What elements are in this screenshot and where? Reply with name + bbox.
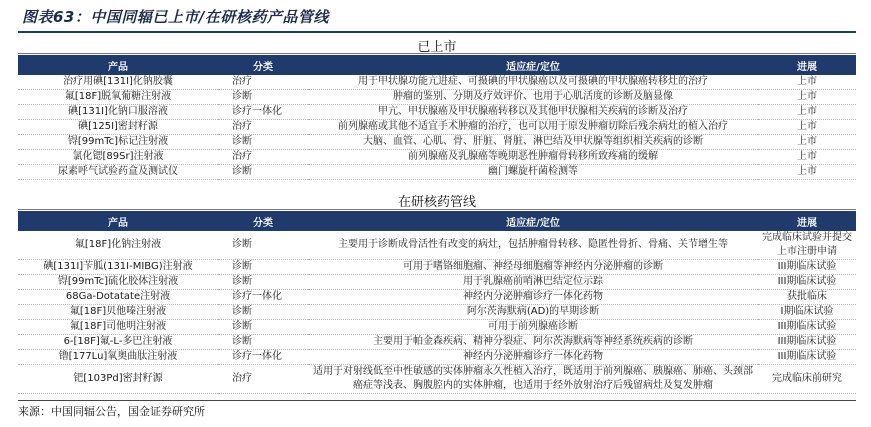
table-row — [18, 320, 856, 335]
indication-cell: 适用于对射线低至中性敏感的实体肿瘤永久性植入治疗，既适用于前列腺癌、胰腺癌、肺癌、头颈部癌症等浅表、胸腹腔内的实体肿瘤，也适用于经外放射治疗后残留病灶及复发肿瘤 — [308, 365, 758, 394]
indication-cell: 肿瘤的鉴别、分期及疗效评价、也用于心肌活度的诊断及脑显像 — [308, 90, 758, 105]
indication-cell: 可用于前列腺癌诊断 — [308, 320, 758, 335]
pipeline-products-table — [18, 211, 856, 394]
indication-cell: 幽门螺旋杆菌检测等 — [308, 165, 758, 180]
figure-title: 图表63：中国同辐已上市/在研核药产品管线 — [22, 8, 329, 26]
progress-cell: 上市 — [758, 135, 856, 150]
table-row — [18, 350, 856, 365]
progress-cell: III期临床试验 — [758, 335, 856, 350]
product-cell: 氯化锶[89Sr]注射液 — [18, 150, 218, 165]
product-cell: 碘[131I]化钠口服溶液 — [18, 105, 218, 120]
bottom-rule — [18, 400, 856, 401]
col-header-indication: 适应症/定位 — [308, 211, 758, 231]
indication-cell: 神经内分泌肿瘤诊疗一体化药物 — [308, 350, 758, 365]
product-cell: 锝[99mTc]硫化胶体注射液 — [18, 275, 218, 290]
product-cell: 钯[103Pd]密封籽源 — [18, 365, 218, 394]
table-row — [18, 150, 856, 165]
table-row — [18, 365, 856, 394]
category-cell: 诊疗一体化 — [218, 290, 308, 305]
indication-cell: 用于甲状腺功能亢进症、可摄碘的甲状腺癌以及可摄碘的甲状腺癌转移灶的治疗 — [308, 75, 758, 90]
table-row — [18, 75, 856, 90]
progress-cell: 上市 — [758, 120, 856, 135]
progress-cell: 上市 — [758, 105, 856, 120]
indication-cell: 大脑、血管、心肌、骨、肝脏、肾脏、淋巴结及甲状腺等组织相关疾病的诊断 — [308, 135, 758, 150]
indication-cell: 主要用于帕金森疾病、精神分裂症、阿尔茨海默病等神经系统疾病的诊断 — [308, 335, 758, 350]
indication-cell: 阿尔茨海默病(AD)的早期诊断 — [308, 305, 758, 320]
table-row — [18, 335, 856, 350]
category-cell: 治疗 — [218, 365, 308, 394]
table-row — [18, 275, 856, 290]
progress-cell: 上市 — [758, 90, 856, 105]
table-row — [18, 120, 856, 135]
indication-cell: 神经内分泌肿瘤诊疗一体化药物 — [308, 290, 758, 305]
category-cell: 治疗 — [218, 120, 308, 135]
section-title-marketed: 已上市 — [417, 40, 457, 55]
indication-cell: 前列腺癌或其他不适宜手术肿瘤的治疗，也可以用于原发肿瘤切除后残余病灶的植入治疗 — [308, 120, 758, 135]
table-row — [18, 165, 856, 180]
table-row — [18, 90, 856, 105]
category-cell: 诊断 — [218, 165, 308, 180]
table-header-row — [18, 211, 856, 231]
product-cell: 氟[18F]化钠注射液 — [18, 231, 218, 260]
indication-cell: 前列腺癌及乳腺癌等晚期恶性肿瘤骨转移所致疼痛的缓解 — [308, 150, 758, 165]
section-divider — [18, 53, 856, 54]
section-divider — [18, 209, 856, 210]
progress-cell: 完成临床前研究 — [758, 365, 856, 394]
progress-cell: 上市 — [758, 75, 856, 90]
product-cell: 碘[131I]苄胍(131I-MIBG)注射液 — [18, 260, 218, 275]
category-cell: 诊疗一体化 — [218, 350, 308, 365]
col-header-product: 产品 — [18, 211, 218, 231]
category-cell: 治疗 — [218, 75, 308, 90]
indication-cell: 可用于嗜铬细胞瘤、神经母细胞瘤等神经内分泌肿瘤的诊断 — [308, 260, 758, 275]
product-cell: 6-[18F]氟-L-多巴注射液 — [18, 335, 218, 350]
category-cell: 治疗 — [218, 150, 308, 165]
category-cell: 诊断 — [218, 135, 308, 150]
progress-cell: III期临床试验 — [758, 320, 856, 335]
col-header-progress: 进展 — [758, 211, 856, 231]
progress-cell: 上市 — [758, 150, 856, 165]
category-cell: 诊断 — [218, 305, 308, 320]
category-cell: 诊断 — [218, 320, 308, 335]
progress-cell: 完成临床试验并提交上市注册申请 — [758, 231, 856, 260]
table-row — [18, 260, 856, 275]
product-cell: 氟[18F]司他明注射液 — [18, 320, 218, 335]
category-cell: 诊疗一体化 — [218, 105, 308, 120]
table-row — [18, 231, 856, 260]
progress-cell: 上市 — [758, 165, 856, 180]
indication-cell: 甲亢、甲状腺癌及甲状腺癌转移以及其他甲状腺相关疾病的诊断及治疗 — [308, 105, 758, 120]
product-cell: 碘[125I]密封籽源 — [18, 120, 218, 135]
progress-cell: I期临床试验 — [758, 305, 856, 320]
category-cell: 诊断 — [218, 90, 308, 105]
progress-cell: 获批临床 — [758, 290, 856, 305]
source-note: 来源：中国同辐公告，国金证券研究所 — [18, 405, 205, 418]
product-cell: 氟[18F]脱氧葡糖注射液 — [18, 90, 218, 105]
table-row — [18, 135, 856, 150]
product-cell: 68Ga-Dotatate注射液 — [18, 290, 218, 305]
table-row — [18, 290, 856, 305]
col-header-category: 分类 — [218, 211, 308, 231]
col-header-indication: 适应症/定位 — [308, 55, 758, 75]
indication-cell: 用于乳腺癌前哨淋巴结定位示踪 — [308, 275, 758, 290]
table-row — [18, 105, 856, 120]
marketed-products-table — [18, 55, 856, 180]
product-cell: 治疗用碘[131I]化钠胶囊 — [18, 75, 218, 90]
product-cell: 锝[99mTc]标记注射液 — [18, 135, 218, 150]
table-header-row — [18, 55, 856, 75]
progress-cell: III期临床试验 — [758, 260, 856, 275]
product-cell: 尿素呼气试验药盒及测试仪 — [18, 165, 218, 180]
col-header-progress: 进展 — [758, 55, 856, 75]
category-cell: 诊断 — [218, 275, 308, 290]
section-title-pipeline: 在研核药管线 — [397, 195, 476, 210]
category-cell: 诊断 — [218, 335, 308, 350]
product-cell: 氟[18F]贝他嗪注射液 — [18, 305, 218, 320]
title-rule — [18, 31, 856, 33]
table-row — [18, 305, 856, 320]
progress-cell: III期临床试验 — [758, 275, 856, 290]
category-cell: 诊断 — [218, 260, 308, 275]
progress-cell: III期临床试验 — [758, 350, 856, 365]
col-header-product: 产品 — [18, 55, 218, 75]
category-cell: 诊断 — [218, 231, 308, 260]
indication-cell: 主要用于诊断成骨活性有改变的病灶，包括肿瘤骨转移、隐匿性骨折、骨痛、关节增生等 — [308, 231, 758, 260]
col-header-category: 分类 — [218, 55, 308, 75]
product-cell: 镥[177Lu]氧奥曲肽注射液 — [18, 350, 218, 365]
